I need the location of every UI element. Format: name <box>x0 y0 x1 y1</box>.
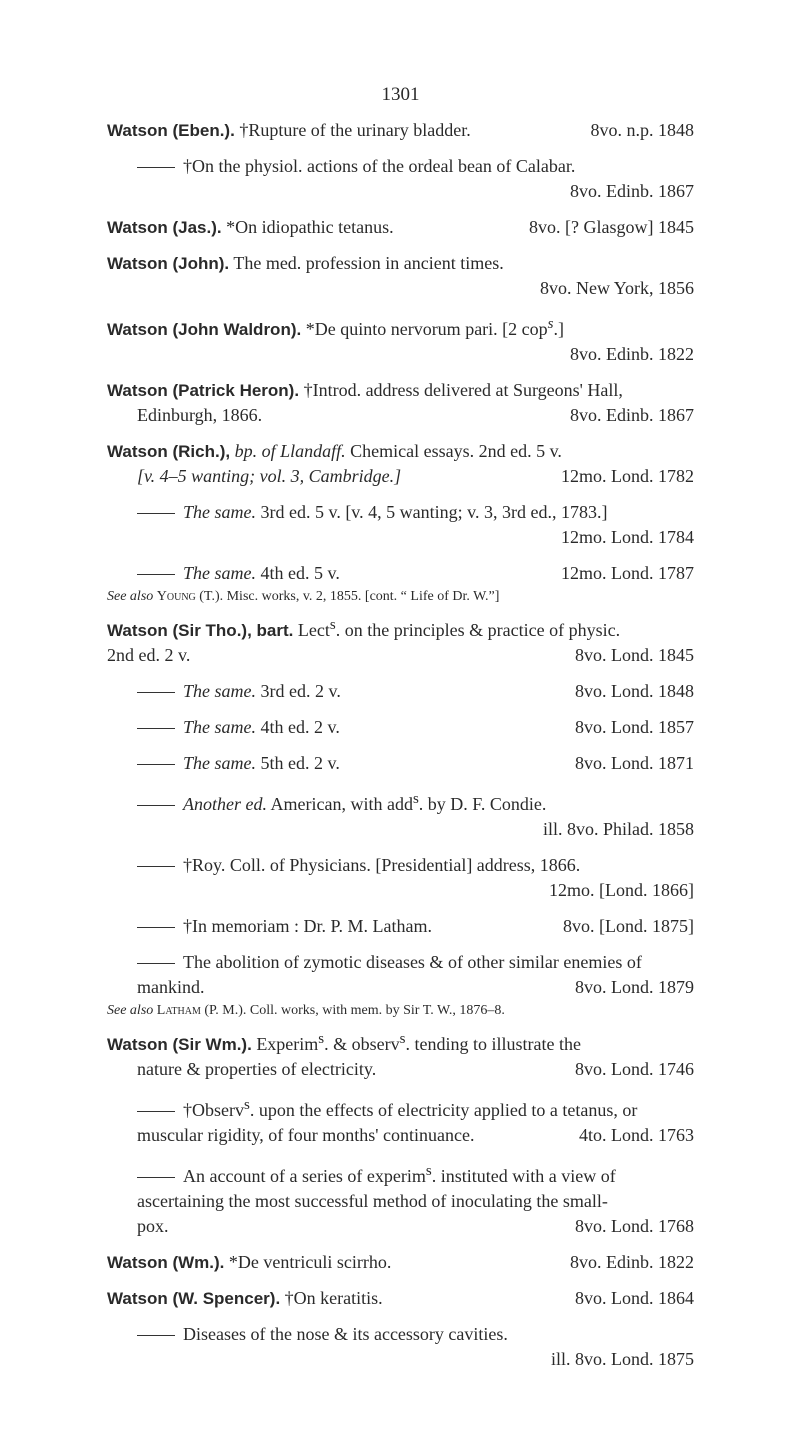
entry-imprint: 8vo. Lond. 1768 <box>575 1216 694 1236</box>
entry-title-italic: The same. <box>183 753 256 773</box>
entry-title: 5th ed. 2 v. <box>260 753 340 773</box>
superscript: s <box>244 1097 250 1113</box>
entry-title: *De ventriculi scirrho. <box>228 1252 392 1272</box>
entry-imprint: ill. 8vo. Lond. 1875 <box>551 1349 694 1369</box>
entry-title-line2: nature & properties of electricity. <box>137 1059 377 1079</box>
entry-watson-tho-same-3rd <box>107 679 694 704</box>
author-name: Watson (John Waldron). <box>107 320 302 339</box>
entry-imprint: 8vo. Edinb. 1867 <box>570 181 694 201</box>
entry-title: The abolition of zymotic diseases & of other similar enemies of <box>183 952 642 972</box>
author-name: Watson (Jas.). <box>107 218 222 237</box>
repeat-dash <box>137 167 175 168</box>
entry-title: †On the physiol. actions of the ordeal bean of Calabar. <box>183 156 576 176</box>
entry-watson-tho-same-5th <box>107 751 694 776</box>
repeat-dash <box>137 805 175 806</box>
entry-title: †On keratitis. <box>284 1288 383 1308</box>
entry-title: An account of a series of experim <box>183 1166 426 1186</box>
entry-title-rest: . instituted with a view of <box>431 1166 616 1186</box>
see-also-note <box>107 587 694 607</box>
repeat-dash <box>137 692 175 693</box>
entry-watson-eben-2 <box>107 154 694 204</box>
author-name: Watson (Patrick Heron). <box>107 381 300 400</box>
entry-title-line2: ascertaining the most successful method of inoculating the small- <box>137 1191 608 1211</box>
repeat-dash <box>137 764 175 765</box>
entry-watson-john-waldron <box>107 312 694 367</box>
entry-title-line2: muscular rigidity, of four months' continuance. <box>137 1125 475 1145</box>
author-name: Watson (Wm.). <box>107 1253 225 1272</box>
entry-imprint: 8vo. n.p. 1848 <box>590 120 694 140</box>
entry-watson-tho-roy-coll <box>107 853 694 903</box>
entry-title-italic: The same. <box>183 681 256 701</box>
entry-imprint: 12mo. Lond. 1784 <box>561 527 694 547</box>
entry-watson-eben-1 <box>107 118 694 143</box>
page-number: 1301 <box>381 84 420 105</box>
entry-title: 3rd ed. 5 v. [v. 4, 5 wanting; v. 3, 3rd ed., 1783.] <box>260 502 608 522</box>
entry-title-line2: mankind. <box>137 977 205 997</box>
entry-watson-sir-wm <box>107 1027 694 1082</box>
entry-title-rest: . upon the effects of electricity applied to a tetanus, or <box>249 1100 638 1120</box>
entry-imprint: 8vo. Edinb. 1822 <box>570 344 694 364</box>
entry-imprint: 12mo. Lond. 1787 <box>561 563 694 583</box>
entry-watson-wm-observ <box>107 1093 694 1148</box>
entry-title-italic: The same. <box>183 502 256 522</box>
superscript: s <box>318 1031 325 1047</box>
see-also-text: Misc. works, v. 2, 1855. [cont. “ Life of Dr. W.”] <box>226 589 500 604</box>
bibliography-entries <box>107 118 694 1383</box>
entry-watson-rich-same-3rd <box>107 500 694 550</box>
repeat-dash <box>137 1177 175 1178</box>
repeat-dash <box>137 574 175 575</box>
entry-watson-tho-another <box>107 787 694 842</box>
entry-title: 4th ed. 5 v. <box>260 563 340 583</box>
entry-title: Diseases of the nose & its accessory cavities. <box>183 1324 508 1344</box>
see-also-text: Coll. works, with mem. by Sir T. W., 1876–8. <box>249 1003 505 1018</box>
entry-title: †In memoriam : Dr. P. M. Latham. <box>183 916 432 936</box>
repeat-dash <box>137 927 175 928</box>
author-title: bp. of Llandaff. <box>234 441 346 461</box>
entry-imprint: 8vo. Edinb. 1867 <box>570 405 694 425</box>
see-also-label: See also <box>107 589 154 604</box>
repeat-dash <box>137 728 175 729</box>
entry-title: †Observ <box>183 1100 244 1120</box>
entry-watson-wm-account <box>107 1159 694 1239</box>
entry-title-line2: Edinburgh, 1866. <box>137 405 263 425</box>
entry-title-italic: The same. <box>183 563 256 583</box>
entry-imprint: 12mo. Lond. 1782 <box>561 466 694 486</box>
see-also-label: See also <box>107 1003 154 1018</box>
entry-title: 3rd ed. 2 v. <box>260 681 341 701</box>
entry-title-italic: Another ed. <box>183 794 267 814</box>
entry-watson-john <box>107 251 694 301</box>
entry-title-line3: pox. <box>137 1216 169 1236</box>
entry-title-line2: [v. 4–5 wanting; vol. 3, Cambridge.] <box>137 466 402 486</box>
entry-watson-tho-memoriam <box>107 914 694 939</box>
entry-title: *De quinto nervorum pari. [2 cop <box>305 319 548 339</box>
entry-watson-spencer-nose <box>107 1322 694 1372</box>
repeat-dash <box>137 1335 175 1336</box>
entry-title-rest: . on the principles & practice of physic. <box>335 620 621 640</box>
entry-watson-sir-tho <box>107 613 694 668</box>
entry-watson-jas <box>107 215 694 240</box>
entry-watson-patrick-heron <box>107 378 694 428</box>
repeat-dash <box>137 963 175 964</box>
entry-title: The med. profession in ancient times. <box>233 253 504 273</box>
repeat-dash <box>137 1111 175 1112</box>
entry-imprint: 8vo. [? Glasgow] 1845 <box>529 217 694 237</box>
entry-imprint: 8vo. Lond. 1871 <box>575 753 694 773</box>
repeat-dash <box>137 866 175 867</box>
entry-title-line2: 2nd ed. 2 v. <box>107 645 191 665</box>
entry-imprint: 8vo. [Lond. 1875] <box>563 916 694 936</box>
see-also-note <box>107 1001 694 1021</box>
entry-title-italic: The same. <box>183 717 256 737</box>
entry-imprint: 8vo. Lond. 1879 <box>575 977 694 997</box>
author-name: Watson (Sir Wm.). <box>107 1035 252 1054</box>
entry-title-mid: . & observ <box>324 1034 400 1054</box>
author-name: Watson (John). <box>107 254 230 273</box>
author-name: Watson (W. Spencer). <box>107 1289 281 1308</box>
entry-imprint: 4to. Lond. 1763 <box>579 1125 694 1145</box>
entry-title: Chemical essays. 2nd ed. 5 v. <box>350 441 562 461</box>
superscript: s <box>425 1163 432 1179</box>
entry-watson-wm <box>107 1250 694 1275</box>
entry-title: 4th ed. 2 v. <box>260 717 340 737</box>
superscript: s <box>547 316 554 332</box>
entry-title: †Introd. address delivered at Surgeons' Hall, <box>303 380 623 400</box>
entry-imprint: 8vo. Lond. 1848 <box>575 681 694 701</box>
entry-watson-rich-same-4th <box>107 561 694 607</box>
entry-imprint: 8vo. Lond. 1746 <box>575 1059 694 1079</box>
entry-title: †Roy. Coll. of Physicians. [Presidential] address, 1866. <box>183 855 581 875</box>
see-also-ref: Latham (P. M.). <box>156 1003 247 1018</box>
entry-imprint: 8vo. Lond. 1845 <box>575 645 694 665</box>
entry-imprint: 12mo. [Lond. 1866] <box>549 880 694 900</box>
author-name: Watson (Rich.), <box>107 442 231 461</box>
entry-title-rest: . by D. F. Condie. <box>418 794 547 814</box>
author-name: Watson (Eben.). <box>107 121 235 140</box>
see-also-ref: Young (T.). <box>156 589 224 604</box>
entry-title-rest: . tending to illustrate the <box>405 1034 581 1054</box>
entry-watson-tho-same-4th <box>107 715 694 740</box>
entry-imprint: 8vo. Lond. 1857 <box>575 717 694 737</box>
entry-title: †Rupture of the urinary bladder. <box>239 120 471 140</box>
entry-imprint: ill. 8vo. Philad. 1858 <box>542 819 694 839</box>
entry-watson-w-spencer <box>107 1286 694 1311</box>
author-name: Watson (Sir Tho.), bart. <box>107 621 294 640</box>
entry-title: Experim <box>256 1034 319 1054</box>
repeat-dash <box>137 513 175 514</box>
entry-title-end: .] <box>553 319 564 339</box>
superscript: s <box>329 617 336 633</box>
superscript: s <box>412 791 419 807</box>
entry-watson-rich <box>107 439 694 489</box>
entry-imprint: 8vo. New York, 1856 <box>539 278 694 298</box>
entry-watson-tho-zymotic <box>107 950 694 1021</box>
entry-imprint: 8vo. Edinb. 1822 <box>570 1252 694 1272</box>
entry-title: *On idiopathic tetanus. <box>226 217 394 237</box>
superscript: s <box>399 1031 406 1047</box>
entry-title: American, with add <box>270 794 413 814</box>
entry-title: Lect <box>297 620 330 640</box>
entry-imprint: 8vo. Lond. 1864 <box>575 1288 694 1308</box>
